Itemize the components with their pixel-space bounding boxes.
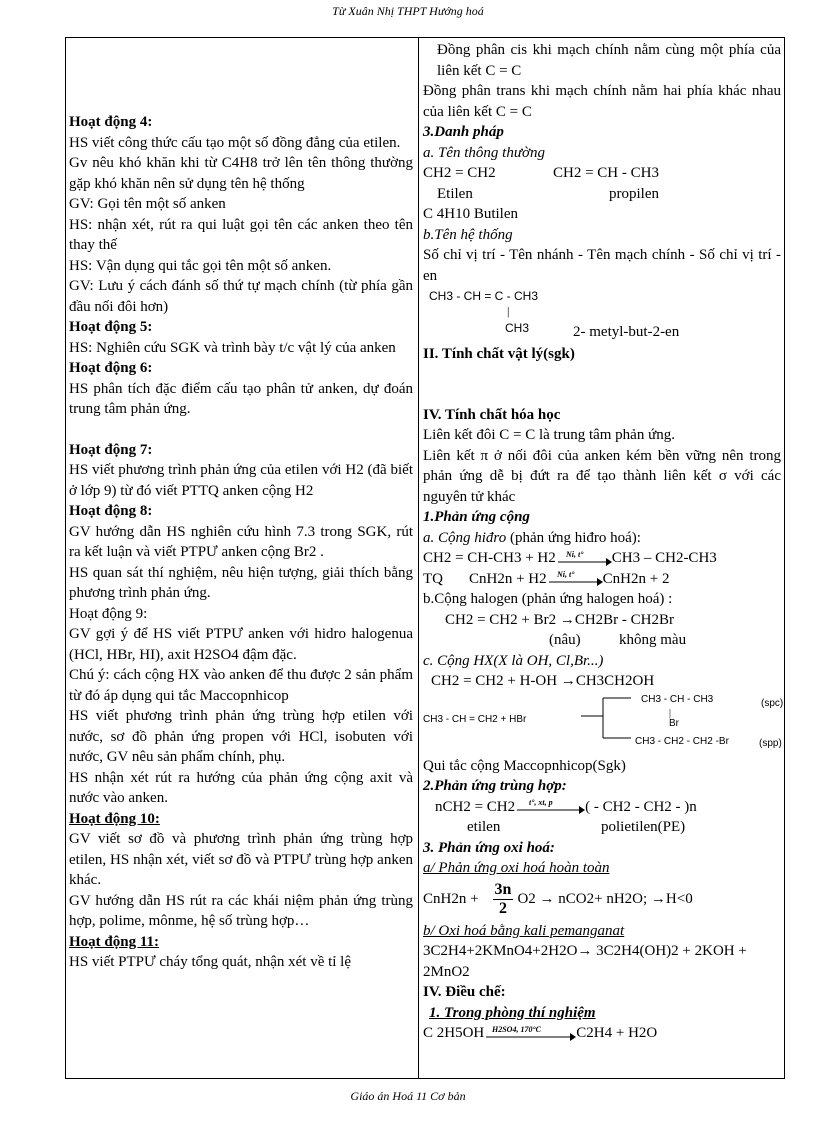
- polymerization-names: [423, 817, 781, 838]
- etilen-label: Etilen: [437, 185, 473, 202]
- dehydration-arrow: [484, 1024, 576, 1044]
- complete-oxidation-title: a/ Phản ứng oxi hoá hoàn toàn: [423, 860, 610, 876]
- hbr-branch-bond: |: [669, 707, 672, 719]
- hydrogenation-equation: [423, 548, 781, 569]
- dehydration-right: C2H4 + H2O: [576, 1025, 658, 1041]
- kmno4-oxidation-title: b/ Oxi hoá bằng kali pemanganat: [423, 922, 625, 939]
- hbr-reactants: CH3 - CH = CH2 + HBr: [423, 713, 527, 725]
- combustion-equation: [423, 879, 781, 921]
- bromination-colors: [423, 630, 781, 651]
- ethylene-formula: CH2 = CH2: [423, 165, 496, 181]
- activity-text: GV: Lưu ý cách đánh số thứ tự mạch chính (từ phía gần đầu nối đôi hơn): [69, 278, 413, 315]
- activity-text: HS quan sát thí nghiệm, nêu hiện tượng, giải thích bằng phương trình phản ứng.: [69, 564, 413, 601]
- hydrogenation-left: CH2 = CH-CH3 + H2: [423, 550, 556, 566]
- activity-text: HS viết phương trình phản ứng trùng hợp etilen với nước, sơ đồ phản ứng propen với HCl, isobuten với nước, GV nêu sản phẩm chính, phụ.: [69, 708, 413, 765]
- dehydration-left: C 2H5OH: [423, 1025, 485, 1041]
- ethanol-dehydration-equation: [423, 1023, 781, 1044]
- section-chemical-properties: IV. Tính chất hóa học: [423, 406, 561, 423]
- structure-main-chain: CH3 - CH = C - CH3: [429, 289, 539, 303]
- activity-text: GV: Gọi tên một số anken: [69, 196, 226, 212]
- general-catalyst: Ni, t°: [556, 570, 575, 579]
- activity-heading: Hoạt động 5:: [69, 319, 153, 335]
- propilen-label: propilen: [609, 185, 659, 202]
- polymerization-equation: [423, 797, 781, 818]
- butilen-line: C 4H10 Butilen: [423, 206, 519, 222]
- activity-text: HS: Nghiên cứu SGK và trình bày t/c vật lý của anken: [69, 339, 396, 356]
- activity-text: HS viết PTPƯ cháy tổng quát, nhận xét về tỉ lệ: [69, 954, 352, 970]
- hbr-addition-scheme: [423, 692, 784, 756]
- main-product-label: (spc): [761, 697, 784, 709]
- kmno4-equation: 3C2H4+2KMnO4+2H2O→ 3C2H4(OH)2 + 2KOH + 2MnO2: [423, 943, 747, 980]
- activity-heading: Hoạt động 11:: [69, 933, 160, 950]
- hbr-side-product: CH3 - CH2 - CH2 -Br: [635, 735, 729, 747]
- color-colorless: không màu: [619, 632, 687, 648]
- activity-text: GV viết sơ đồ và phương trình phản ứng trùng hợp etilen, HS nhận xét, viết sơ đồ và PTPƯ trùng hợp anken khác.: [69, 831, 413, 888]
- general-left: CnH2n + H2: [469, 570, 547, 587]
- activity-text: GV hướng dẫn HS rút ra các khái niệm phản ứng trùng hợp, polime, mônme, hệ số trùng hợp…: [69, 892, 413, 929]
- polymerization-conditions: t°, xt, p: [529, 798, 553, 807]
- activity-text: Hoạt động 9:: [69, 605, 148, 622]
- branch-bond: |: [507, 304, 510, 318]
- structure-name: 2- metyl-but-2-en: [573, 324, 680, 340]
- markovnikov-rule: Qui tắc cộng Maccopnhicop(Sgk): [423, 757, 626, 774]
- right-column: [423, 40, 784, 1044]
- polymerization-arrow: [515, 797, 585, 817]
- cis-definition: Đồng phân cis khi mạch chính nằm cùng một phía của liên kết C = C: [437, 42, 781, 79]
- general-right: CnH2n + 2: [602, 570, 670, 587]
- general-hydrogenation-equation: [423, 569, 781, 590]
- bromination-equation: CH2 = CH2 + Br2 →CH2Br - CH2Br: [445, 611, 675, 628]
- general-arrow: [547, 569, 603, 589]
- hydrogenation-right: CH3 – CH2-CH3: [611, 550, 717, 566]
- hydrogenation-catalyst: Ni, t°: [565, 549, 584, 559]
- page-footer: Giáo án Hoá 11 Cơ bản: [350, 1089, 466, 1103]
- section-preparation: IV. Điều chế:: [423, 984, 506, 1000]
- common-names-formulas: [423, 163, 781, 184]
- lab-preparation-title: 1. Trong phòng thí nghiệm: [429, 1004, 596, 1021]
- activity-text: Gv nêu khó khăn khi từ C4H8 trở lên tên thông thường gặp khó khăn nên sử dụng tên hệ thống: [69, 155, 413, 192]
- activity-heading: Hoạt động 6:: [69, 360, 153, 376]
- section-physical-properties: II. Tính chất vật lý(sgk): [423, 346, 575, 362]
- propene-formula: CH2 = CH - CH3: [553, 165, 659, 181]
- naming-rule: Số chỉ vị trí - Tên nhánh - Tên mạch chính - Số chỉ vị trí - en: [423, 247, 781, 284]
- side-product-label: (spp): [759, 737, 782, 749]
- addition-reaction-title: 1.Phản ứng cộng: [423, 509, 530, 525]
- activity-text: HS viết phương trình phản ứng của etilen với H2 (đã biết ở lớp 9) từ đó viết PTTQ anken cộng H2: [69, 462, 413, 499]
- activity-text: HS: nhận xét, rút ra qui luật gọi tên các anken theo tên thay thế: [69, 216, 413, 253]
- subsection-ten-he-thong: b.Tên hệ thống: [423, 226, 513, 243]
- fraction-numerator: 3n: [494, 881, 512, 898]
- combustion-right: O2 → nCO2+ nH2O; →H<0: [517, 891, 693, 908]
- activity-text: GV gợi ý để HS viết PTPƯ anken với hidro halogenua (HCl, HBr, HI), axit H2SO4 đậm đặc.: [69, 626, 413, 663]
- left-column: [69, 40, 413, 973]
- hbr-br-substituent: Br: [669, 717, 679, 729]
- polymerization-left: nCH2 = CH2: [435, 798, 516, 815]
- tq-label: TQ: [423, 570, 443, 587]
- activity-text: HS nhận xét rút ra hướng của phản ứng cộng axit và nước vào anken.: [69, 769, 413, 806]
- chem-prop-1: Liên kết đôi C = C là trung tâm phản ứng.: [423, 427, 675, 443]
- polymerization-title: 2.Phản ứng trùng hợp:: [423, 778, 567, 794]
- combustion-left: CnH2n +: [423, 891, 479, 908]
- hydration-equation: CH2 = CH2 + H-OH →CH3CH2OH: [431, 673, 655, 689]
- activity-heading: Hoạt động 7:: [69, 441, 153, 458]
- column-divider: [418, 37, 419, 1079]
- structure-branch: CH3: [505, 321, 530, 335]
- monomer-name: etilen: [467, 819, 501, 835]
- activity-heading: Hoạt động 8:: [69, 503, 153, 519]
- activity-heading: Hoạt động 4:: [69, 114, 153, 130]
- hydrogenation-arrow: [556, 549, 612, 569]
- activity-text: Chú ý: cách cộng HX vào anken để thu được 2 sản phẩm từ đó áp dụng qui tắc Maccopnhicop: [69, 667, 413, 704]
- hydrogen-addition-title: a. Cộng hiđro (phản ứng hiđro hoá):: [423, 529, 641, 546]
- hbr-main-product: CH3 - CH - CH3: [641, 693, 714, 705]
- trans-definition: Đồng phân trans khi mạch chính nằm hai phía khác nhau của liên kết C = C: [423, 83, 781, 120]
- subsection-ten-thong-thuong: a. Tên thông thường: [423, 144, 546, 161]
- polymerization-right: ( - CH2 - CH2 - )n: [585, 798, 697, 815]
- dehydration-conditions: H2SO4, 170°C: [492, 1024, 542, 1034]
- activity-text: HS viết công thức cấu tạo một số đồng đẳng của etilen.: [69, 134, 401, 151]
- polymer-name: polietilen(PE): [601, 819, 686, 835]
- page-header: Từ Xuân Nhị THPT Hướng hoá: [332, 4, 484, 18]
- fraction-denominator: 2: [499, 900, 507, 917]
- halogen-addition-title: b.Cộng halogen (phản ứng halogen hoá) :: [423, 591, 673, 607]
- oxidation-title: 3. Phản ứng oxi hoá:: [423, 839, 555, 856]
- activity-text: GV hướng dẫn HS nghiên cứu hình 7.3 trong SGK, rút ra kết luận và viết PTPƯ anken cộng Br2 .: [69, 523, 413, 560]
- common-names: [423, 184, 781, 205]
- activity-text: HS phân tích đặc điểm cấu tạo phân tử anken, dự đoán trung tâm phản ứng.: [69, 380, 413, 417]
- hx-addition-title: c. Cộng HX(X là OH, Cl,Br...): [423, 652, 604, 669]
- hbr-branch-arrows: [581, 692, 641, 756]
- activity-text: HS: Vận dụng qui tắc gọi tên một số anken.: [69, 257, 332, 274]
- structure-2-metylbut-2-en: [423, 286, 781, 344]
- combustion-fraction: [493, 881, 514, 918]
- chem-prop-2: Liên kết π ở nối đôi của anken kém bền vững nên trong phản ứng dễ bị đứt ra để tạo thành liên kết σ với các nguyên tử khác: [423, 447, 781, 505]
- activity-heading: Hoạt động 10:: [69, 810, 160, 827]
- color-brown: (nâu): [549, 632, 581, 648]
- section-danh-phap: 3.Danh pháp: [423, 124, 504, 140]
